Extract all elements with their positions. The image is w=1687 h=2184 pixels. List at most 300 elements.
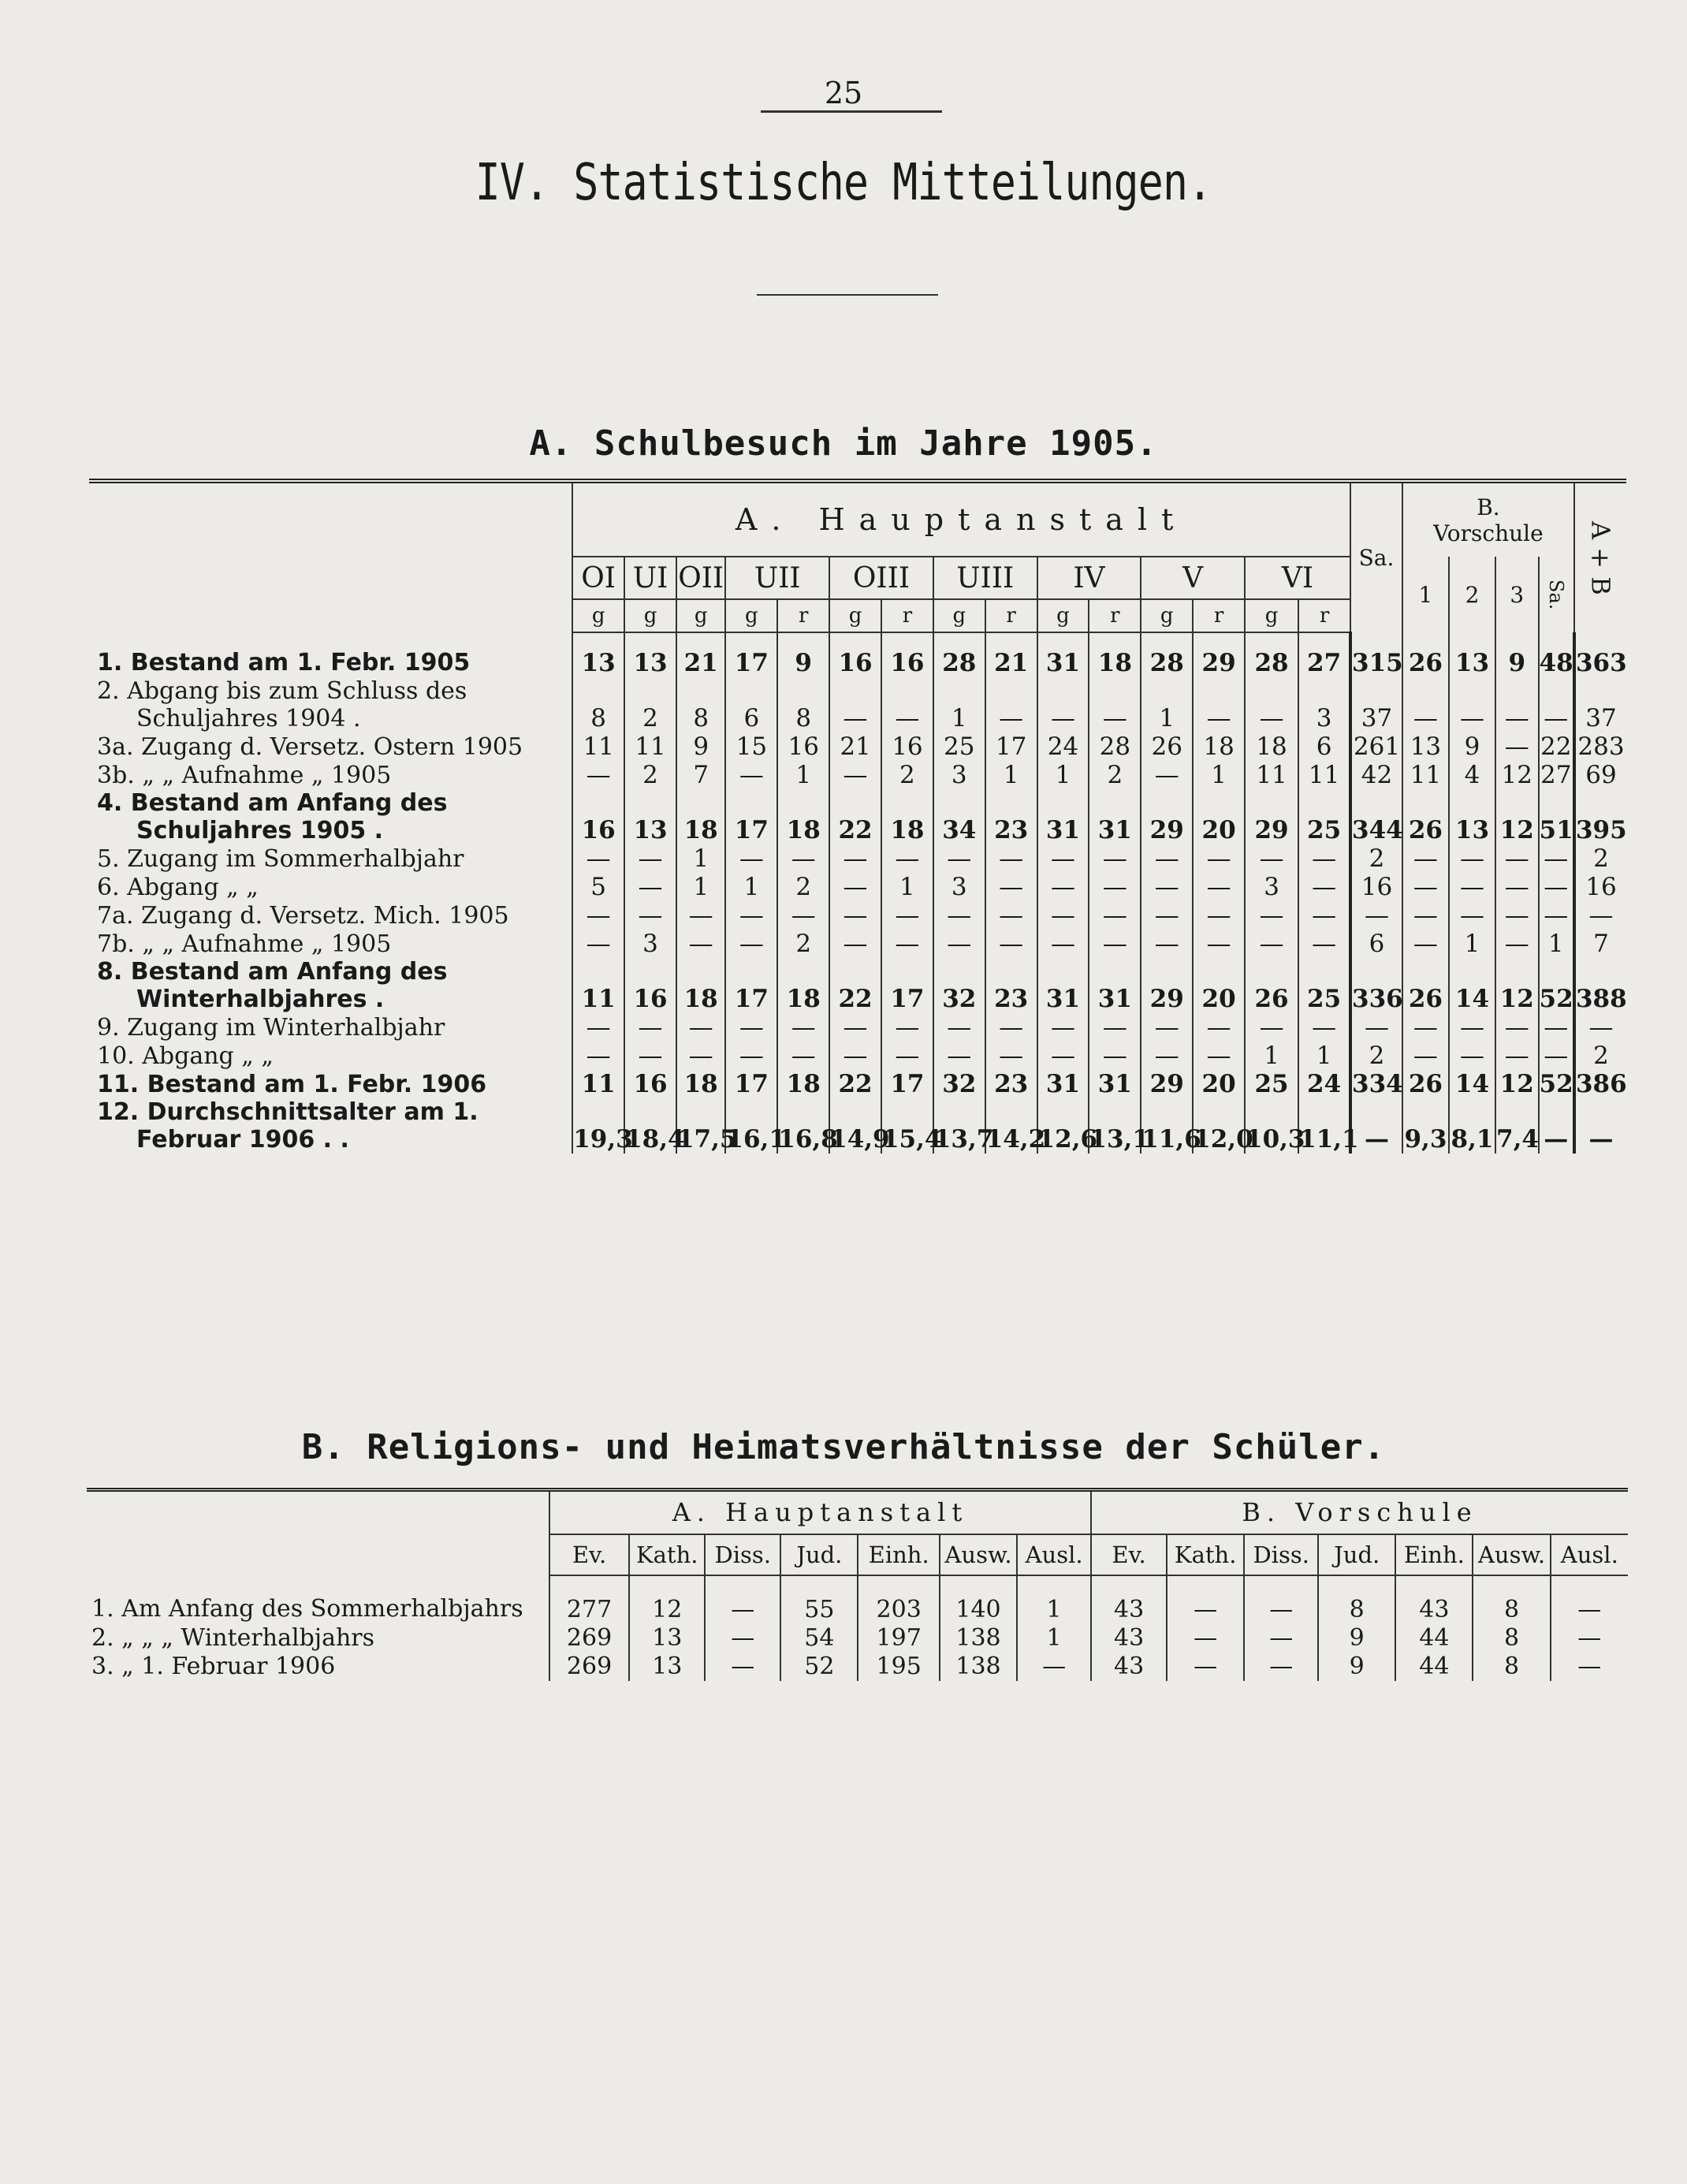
table-cell: — <box>985 1042 1037 1070</box>
row-label-line: 2. Abgang bis zum Schluss des <box>97 677 467 705</box>
table-cell: 9 <box>676 732 725 761</box>
table-cell: — <box>572 1042 624 1070</box>
table-cell: — <box>624 844 676 873</box>
table-row <box>87 1575 1628 1624</box>
table-cell: 27 <box>1539 761 1574 789</box>
column-header: Diss. <box>1244 1534 1318 1575</box>
page-number: 25 <box>824 76 863 110</box>
religion-origin-table <box>87 1488 1628 1681</box>
table-cell: 12 <box>1495 958 1539 1013</box>
table-cell: 12 <box>1495 789 1539 844</box>
table-cell: 261 <box>1350 732 1402 761</box>
table-cell: 8,1 <box>1449 1098 1495 1153</box>
table-cell: 17 <box>985 732 1037 761</box>
table-cell: 17 <box>725 958 777 1013</box>
table-cell: 1 <box>777 761 829 789</box>
table-cell: 24 <box>1037 732 1089 761</box>
table-cell: 14 <box>1449 958 1495 1013</box>
hauptanstalt-header: A. Hauptanstalt <box>572 481 1350 557</box>
column-header: Einh. <box>1395 1534 1473 1575</box>
table-cell: 269 <box>549 1624 629 1653</box>
table-cell: 37 <box>1350 677 1402 732</box>
vorschule-header: B. Vorschule <box>1091 1490 1628 1534</box>
table-cell: 2 <box>1350 844 1402 873</box>
table-cell: — <box>1089 873 1141 901</box>
table-cell: 195 <box>858 1653 940 1681</box>
row-label <box>89 930 572 958</box>
table-cell: 18 <box>1193 732 1245 761</box>
row-label-line: 3b. „ „ Aufnahme „ 1905 <box>97 761 392 789</box>
table-cell: 3 <box>933 761 985 789</box>
table-cell: — <box>1298 930 1350 958</box>
table-cell: — <box>1193 873 1245 901</box>
table-cell: 140 <box>940 1575 1017 1624</box>
table-cell: 21 <box>829 732 881 761</box>
table-row <box>89 844 1626 873</box>
table-cell: — <box>1402 677 1449 732</box>
subcol-header: g <box>572 599 624 632</box>
table-cell: 3 <box>1245 873 1298 901</box>
row-label <box>89 1013 572 1042</box>
table-cell: 2 <box>1089 761 1141 789</box>
table-cell: 1 <box>1193 761 1245 789</box>
table-cell: — <box>572 1013 624 1042</box>
table-cell: 11 <box>1298 761 1350 789</box>
table-cell: — <box>1245 901 1298 930</box>
table-cell: — <box>985 844 1037 873</box>
table-cell: 51 <box>1539 789 1574 844</box>
table-cell: — <box>1141 901 1193 930</box>
row-label <box>89 1042 572 1070</box>
table-cell: 11 <box>572 958 624 1013</box>
table-cell: 18 <box>676 958 725 1013</box>
table-cell: 13 <box>629 1624 705 1653</box>
table-cell: 42 <box>1350 761 1402 789</box>
table-cell: — <box>1402 1042 1449 1070</box>
table-cell: 14,9 <box>829 1098 881 1153</box>
table-cell: — <box>1574 1013 1626 1042</box>
table-cell: 48 <box>1539 632 1574 677</box>
table-cell: 1 <box>1017 1624 1091 1653</box>
column-header: Ausl. <box>1551 1534 1628 1575</box>
vorschule-class-header: 1 <box>1402 557 1449 632</box>
table-cell: 1 <box>933 677 985 732</box>
table-cell: 6 <box>725 677 777 732</box>
row-label-line: 10. Abgang „ „ <box>97 1042 274 1070</box>
table-cell: — <box>1495 1013 1539 1042</box>
table-cell: 16 <box>777 732 829 761</box>
table-row <box>89 732 1626 761</box>
table-cell: 13 <box>1449 632 1495 677</box>
table-cell: 19,3 <box>572 1098 624 1153</box>
table-cell: — <box>1193 1013 1245 1042</box>
subcol-header: g <box>624 599 676 632</box>
table-cell: 26 <box>1141 732 1193 761</box>
table-cell: 9 <box>777 632 829 677</box>
subcol-header: g <box>1141 599 1193 632</box>
table-cell: — <box>676 901 725 930</box>
row-label-line: 7b. „ „ Aufnahme „ 1905 <box>97 930 392 958</box>
table-cell: 16 <box>624 1070 676 1098</box>
subcol-header: g <box>1037 599 1089 632</box>
table-cell: 43 <box>1091 1575 1167 1624</box>
table-cell: 11 <box>624 732 676 761</box>
table-cell: 11 <box>572 1070 624 1098</box>
subcol-header: r <box>881 599 933 632</box>
table-cell: 26 <box>1402 1070 1449 1098</box>
row-label <box>89 732 572 761</box>
table-cell: 395 <box>1574 789 1626 844</box>
column-header: Ausw. <box>1473 1534 1550 1575</box>
table-cell: — <box>1037 1042 1089 1070</box>
table-cell: 8 <box>1318 1575 1395 1624</box>
table-cell: 277 <box>549 1575 629 1624</box>
table-cell: 23 <box>985 958 1037 1013</box>
table-cell: 2 <box>1350 1042 1402 1070</box>
table-cell: — <box>1539 677 1574 732</box>
table-cell: 22 <box>829 789 881 844</box>
table-cell: 12,0 <box>1193 1098 1245 1153</box>
vorschule-header-letter: B. <box>1477 494 1500 520</box>
table-cell: — <box>705 1653 780 1681</box>
table-cell: 138 <box>940 1653 1017 1681</box>
table-cell: 26 <box>1245 958 1298 1013</box>
table-cell: 1 <box>1539 930 1574 958</box>
table-cell: 11 <box>1402 761 1449 789</box>
table-cell: 7,4 <box>1495 1098 1539 1153</box>
table-cell: 2 <box>1574 1042 1626 1070</box>
table-cell: — <box>1037 901 1089 930</box>
table-row <box>89 1013 1626 1042</box>
table-cell: — <box>1193 1042 1245 1070</box>
table-cell: 4 <box>1449 761 1495 789</box>
table-cell: 31 <box>1037 789 1089 844</box>
table-cell: 29 <box>1141 1070 1193 1098</box>
table-cell: 16 <box>881 732 933 761</box>
table-cell: — <box>1298 1013 1350 1042</box>
table-cell: 1 <box>725 873 777 901</box>
row-label-line: 8. Bestand am Anfang des <box>97 958 448 986</box>
table-cell: — <box>1402 844 1449 873</box>
table-cell: 363 <box>1574 632 1626 677</box>
class-header: VI <box>1245 557 1350 599</box>
row-label-line: 1. Bestand am 1. Febr. 1905 <box>97 649 471 676</box>
table-cell: — <box>1551 1624 1628 1653</box>
table-cell: 28 <box>1141 632 1193 677</box>
table-cell: 25 <box>1245 1070 1298 1098</box>
table-cell: — <box>1449 901 1495 930</box>
table-cell: — <box>933 1013 985 1042</box>
table-cell: 18,4 <box>624 1098 676 1153</box>
table-cell: 3 <box>624 930 676 958</box>
table-cell: — <box>829 1013 881 1042</box>
table-cell: — <box>1245 930 1298 958</box>
table-cell: 5 <box>572 873 624 901</box>
table-cell: 31 <box>1037 1070 1089 1098</box>
table-row <box>89 873 1626 901</box>
table-cell: — <box>1037 930 1089 958</box>
table-cell: 18 <box>676 789 725 844</box>
table-cell: 26 <box>1402 789 1449 844</box>
table-cell: — <box>1449 1042 1495 1070</box>
table-cell: 16 <box>624 958 676 1013</box>
table-cell: — <box>829 677 881 732</box>
table-row <box>89 930 1626 958</box>
row-label: 1. Am Anfang des Sommerhalbjahrs <box>91 1595 523 1623</box>
column-header: Ev. <box>1091 1534 1167 1575</box>
table-cell: — <box>1037 677 1089 732</box>
table-cell: — <box>1089 844 1141 873</box>
table-cell: 25 <box>933 732 985 761</box>
table-cell: 28 <box>1245 632 1298 677</box>
table-cell: 44 <box>1395 1653 1473 1681</box>
table-cell: 18 <box>777 789 829 844</box>
table-cell: 31 <box>1037 958 1089 1013</box>
row-label-line: 11. Bestand am 1. Febr. 1906 <box>97 1070 487 1098</box>
table-cell: 43 <box>1395 1575 1473 1624</box>
table-cell: 8 <box>777 677 829 732</box>
table-cell: 52 <box>780 1653 858 1681</box>
sum-b-header: Sa. <box>1539 557 1574 632</box>
table-cell: 32 <box>933 958 985 1013</box>
total-header: A + B <box>1574 481 1626 632</box>
table-cell: — <box>624 901 676 930</box>
table-cell: 11 <box>572 732 624 761</box>
table-cell: — <box>1017 1653 1091 1681</box>
table-cell: — <box>1539 1098 1574 1153</box>
row-label <box>89 844 572 873</box>
table-cell: 22 <box>1539 732 1574 761</box>
table-cell: — <box>1167 1624 1244 1653</box>
table-cell: — <box>829 930 881 958</box>
table-cell: — <box>1350 1098 1402 1153</box>
subcol-header: g <box>829 599 881 632</box>
table-cell: 9,3 <box>1402 1098 1449 1153</box>
header-label-cell <box>87 1490 549 1575</box>
table-cell: 18 <box>676 1070 725 1098</box>
row-label-line: Februar 1906 . . <box>136 1126 349 1153</box>
table-cell: — <box>777 901 829 930</box>
table-cell: 18 <box>881 789 933 844</box>
table-cell: — <box>624 873 676 901</box>
table-cell: — <box>1193 930 1245 958</box>
table-cell: 12 <box>1495 761 1539 789</box>
table-cell: 25 <box>1298 789 1350 844</box>
table-cell: — <box>1495 873 1539 901</box>
table-cell: — <box>1298 901 1350 930</box>
subcol-header: g <box>933 599 985 632</box>
table-cell: — <box>572 761 624 789</box>
table-cell: — <box>1350 901 1402 930</box>
header-label-cell <box>89 481 572 632</box>
column-header: Kath. <box>629 1534 705 1575</box>
row-label-line: Schuljahres 1905 . <box>136 817 384 844</box>
table-row <box>89 677 1626 732</box>
table-cell: 69 <box>1574 761 1626 789</box>
table-cell: — <box>1495 930 1539 958</box>
hauptanstalt-header: A. Hauptanstalt <box>549 1490 1091 1534</box>
table-cell: 16 <box>572 789 624 844</box>
class-header: UI <box>624 557 676 599</box>
table-cell: — <box>829 761 881 789</box>
column-header: Ausw. <box>940 1534 1017 1575</box>
table-cell: — <box>572 930 624 958</box>
table-cell: — <box>1539 901 1574 930</box>
table-cell: 1 <box>1245 1042 1298 1070</box>
table-cell: — <box>881 677 933 732</box>
table-cell: 8 <box>572 677 624 732</box>
column-header: Einh. <box>858 1534 940 1575</box>
table-cell: — <box>881 844 933 873</box>
table-cell: — <box>933 844 985 873</box>
table-cell: — <box>933 901 985 930</box>
table-cell: 28 <box>1089 732 1141 761</box>
table-cell: — <box>881 1013 933 1042</box>
table-cell: 2 <box>624 677 676 732</box>
table-cell: — <box>1244 1624 1318 1653</box>
subcol-header: r <box>1193 599 1245 632</box>
subcol-header: g <box>725 599 777 632</box>
row-label <box>89 789 572 844</box>
table-cell: — <box>1245 844 1298 873</box>
table-cell: — <box>881 1042 933 1070</box>
class-header: OI <box>572 557 624 599</box>
table-cell: 23 <box>985 1070 1037 1098</box>
table-cell: — <box>725 761 777 789</box>
table-cell: 28 <box>933 632 985 677</box>
table-cell: — <box>1193 901 1245 930</box>
table-cell: — <box>1449 677 1495 732</box>
table-cell: 386 <box>1575 1070 1627 1098</box>
table-row <box>87 1624 1628 1653</box>
vorschule-header <box>1402 481 1574 557</box>
row-label <box>89 873 572 901</box>
table-cell: — <box>1245 677 1298 732</box>
table-cell: 334 <box>1352 1070 1403 1098</box>
table-cell: 26 <box>1402 632 1449 677</box>
table-cell: — <box>1193 677 1245 732</box>
table-cell: 9 <box>1318 1624 1395 1653</box>
table-cell: — <box>725 1013 777 1042</box>
table-cell: 17,5 <box>676 1098 725 1153</box>
vorschule-class-header: 2 <box>1449 557 1495 632</box>
table-row <box>87 1653 1628 1681</box>
table-row <box>89 1098 1626 1153</box>
table-cell: — <box>985 901 1037 930</box>
class-header: UII <box>725 557 829 599</box>
table-cell: — <box>1141 930 1193 958</box>
table-cell: — <box>1141 761 1193 789</box>
table-cell: 6 <box>1350 930 1402 958</box>
table-cell: — <box>1350 1013 1402 1042</box>
table-cell: 3 <box>1298 677 1350 732</box>
table-cell: — <box>829 901 881 930</box>
table-cell: — <box>1539 1013 1574 1042</box>
table-cell: 27 <box>1298 632 1350 677</box>
table-row <box>89 901 1626 930</box>
table-cell: — <box>725 1042 777 1070</box>
table-cell: 11,1 <box>1298 1098 1350 1153</box>
table-cell: — <box>1089 1013 1141 1042</box>
table-cell: — <box>1141 844 1193 873</box>
table-cell: 17 <box>881 1070 933 1098</box>
row-label <box>89 1098 572 1153</box>
column-header: Jud. <box>780 1534 858 1575</box>
section-a-heading: A. Schulbesuch im Jahre 1905. <box>529 423 1158 464</box>
table-cell: — <box>725 844 777 873</box>
table-cell: 13 <box>572 632 624 677</box>
table-cell: 8 <box>1473 1653 1550 1681</box>
table-cell: — <box>1495 844 1539 873</box>
table-cell: — <box>1167 1653 1244 1681</box>
table-cell: 17 <box>725 632 777 677</box>
table-row <box>89 1070 1626 1098</box>
table-cell: 9 <box>1318 1653 1395 1681</box>
table-cell: 8 <box>1473 1624 1550 1653</box>
table-cell: 16 <box>881 632 933 677</box>
table-cell: 20 <box>1193 958 1245 1013</box>
column-header: Jud. <box>1318 1534 1395 1575</box>
row-label: 3. „ 1. Februar 1906 <box>91 1653 336 1680</box>
row-label-line: 12. Durchschnittsalter am 1. <box>97 1098 479 1126</box>
table-cell: 23 <box>985 789 1037 844</box>
table-cell: 17 <box>725 1070 777 1098</box>
table-cell: — <box>829 1042 881 1070</box>
table-cell: 336 <box>1350 958 1402 1013</box>
table-cell: — <box>1402 873 1449 901</box>
table-cell: — <box>1037 1013 1089 1042</box>
table-cell: — <box>1167 1575 1244 1624</box>
row-label <box>89 632 572 677</box>
table-cell: 13 <box>624 632 676 677</box>
table-cell: 22 <box>829 958 881 1013</box>
table-cell: — <box>1539 1042 1574 1070</box>
table-cell: — <box>881 930 933 958</box>
page-number-rule <box>761 110 942 113</box>
table-cell: 44 <box>1395 1624 1473 1653</box>
row-label-line: 5. Zugang im Sommerhalbjahr <box>97 844 464 873</box>
table-row <box>89 632 1626 677</box>
table-cell: — <box>933 1042 985 1070</box>
table-cell: — <box>777 844 829 873</box>
subcol-header: r <box>1298 599 1350 632</box>
table-cell: 13 <box>624 789 676 844</box>
table-cell: 55 <box>780 1575 858 1624</box>
table-cell: 16,1 <box>725 1098 777 1153</box>
table-cell: — <box>1495 677 1539 732</box>
table-cell: 29 <box>1245 789 1298 844</box>
column-header: Diss. <box>705 1534 780 1575</box>
table-cell: — <box>725 901 777 930</box>
table-cell: 197 <box>858 1624 940 1653</box>
table-cell: 34 <box>933 789 985 844</box>
table-cell: — <box>572 901 624 930</box>
table-cell: — <box>1495 1042 1539 1070</box>
table-cell: 7 <box>676 761 725 789</box>
table-cell: 13 <box>629 1653 705 1681</box>
page-title: IV. Statistische Mitteilungen. <box>475 154 1212 212</box>
table-cell: 1 <box>676 873 725 901</box>
class-header: IV <box>1037 557 1141 599</box>
subcol-header: r <box>777 599 829 632</box>
row-label-line: 3a. Zugang d. Versetz. Ostern 1905 <box>97 732 523 761</box>
table-cell: 31 <box>1089 789 1141 844</box>
table-row <box>89 761 1626 789</box>
table-cell: 1 <box>881 873 933 901</box>
class-header: OIII <box>829 557 933 599</box>
row-label <box>89 901 572 930</box>
table-cell: 20 <box>1193 1070 1245 1098</box>
